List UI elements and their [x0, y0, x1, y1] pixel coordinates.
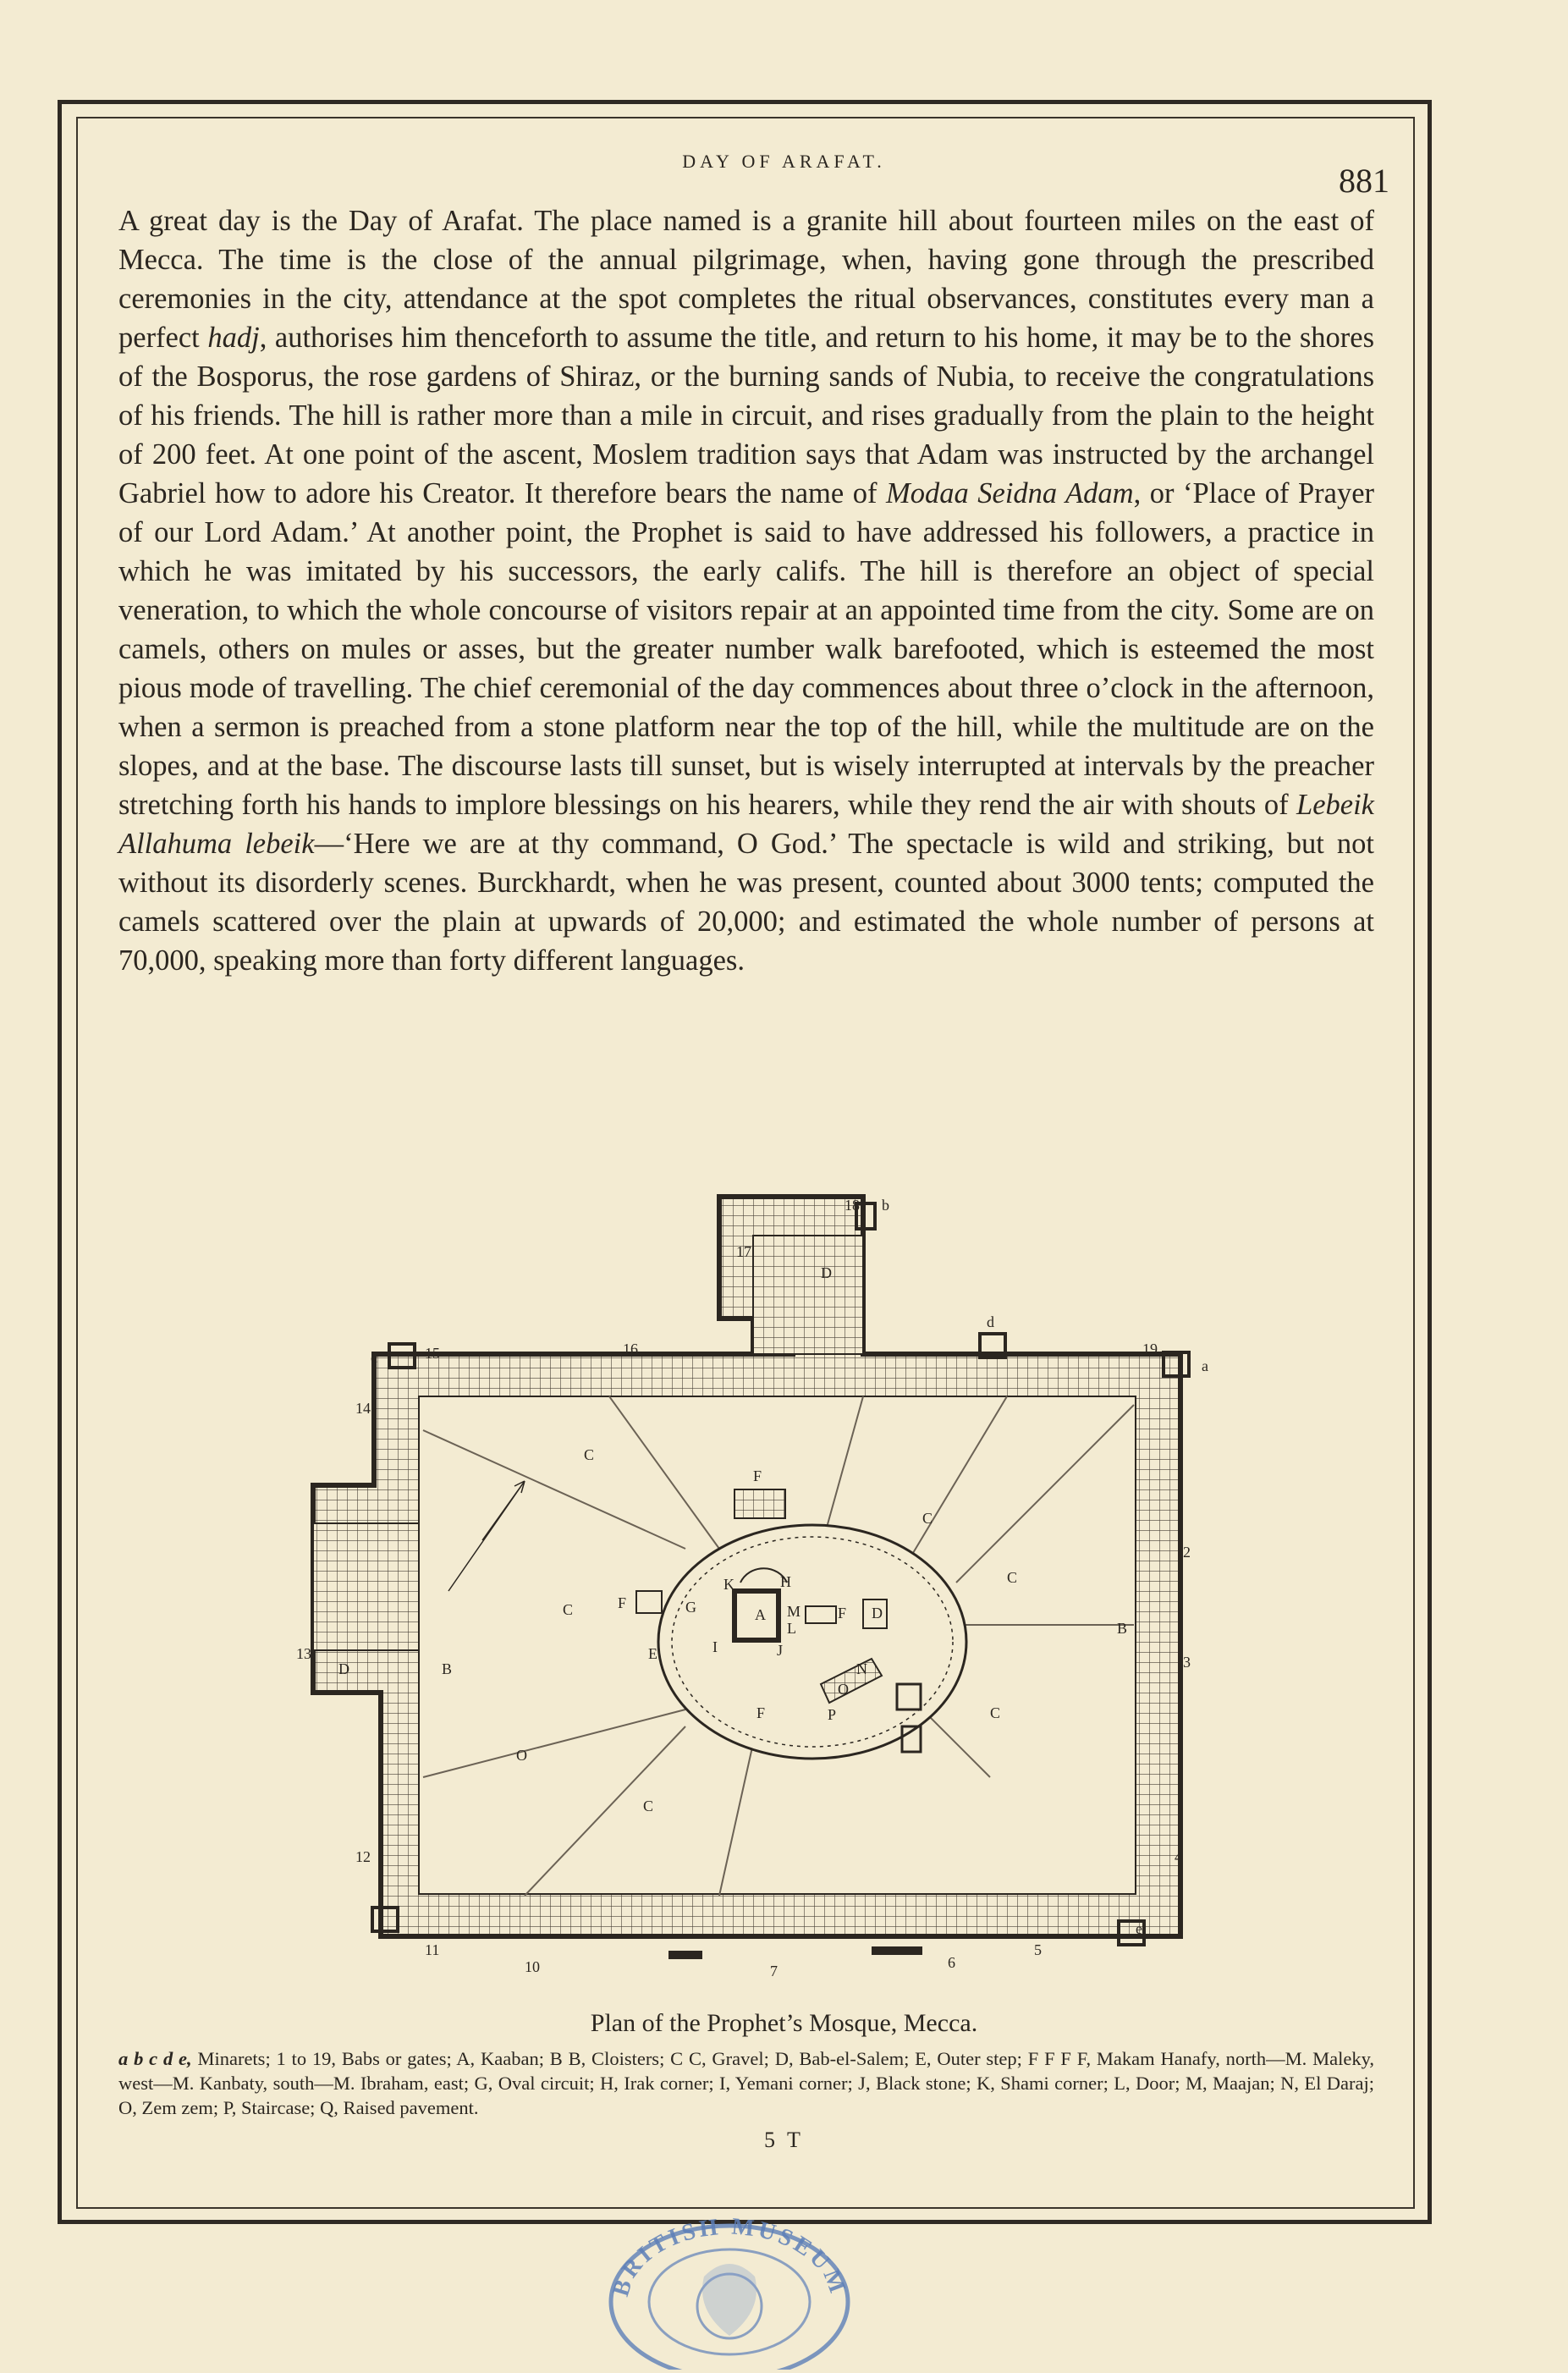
label-D-north: D	[821, 1264, 832, 1281]
oval-circuit	[658, 1525, 966, 1759]
label-10: 10	[525, 1958, 540, 1975]
label-C1: C	[584, 1446, 595, 1463]
label-I: I	[712, 1638, 718, 1655]
label-6: 6	[948, 1954, 955, 1971]
label-P: P	[828, 1706, 837, 1723]
label-14: 14	[355, 1400, 371, 1417]
label-B-east: B	[1117, 1620, 1128, 1637]
body-text-part-3: , or ‘Place of Prayer of our Lord Adam.’ At another point, the Prophet is said to have addressed his followers, a practice in which he was imitated by his successors, the early califs. The hill is therefore an object of special veneration, to which the whole concourse of visitors repair at an appointed time from the city. Some are on camels, others on mules or asses, but the greater number walk barefooted, which is esteemed the most pious mode of travelling. The chief ceremonial of the day commences about three o’clock in the afternoon, when a sermon is preached from a stone platform near the top of the hill, while the multitude are on the slopes, and at the base. The discourse lasts till sunset, but is wisely interrupted at intervals by the preacher stretching forth his hands to implore blessings on his hearers, while they rend the air with shouts of	[118, 477, 1375, 821]
body-text-part-2: , authorises him thenceforth to assume the title, and return to his home, it may be to the shores of the Bosporus, the rose gardens of Shiraz, or the burning sands of Nubia, to receive the congratulations of his friends. The hill is rather more than a mile in circuit, and rises gradually from the plain to the height of 200 feet. At one point of the ascent, Moslem tradition says that Adam was instructed by the archangel Gabriel how to adore his Creator. It therefore bears the name of	[118, 322, 1374, 509]
label-J: J	[777, 1642, 784, 1659]
raised-pavement	[872, 1946, 922, 1955]
label-5: 5	[1034, 1941, 1042, 1958]
label-H: H	[780, 1573, 791, 1590]
label-11: 11	[425, 1941, 440, 1958]
label-F-west: F	[618, 1594, 627, 1611]
label-F-south: F	[756, 1704, 766, 1721]
label-12: 12	[355, 1848, 371, 1865]
bab-el-salem-annex	[313, 1523, 419, 1650]
label-3: 3	[1183, 1654, 1191, 1671]
label-L: L	[787, 1620, 796, 1637]
label-D-west: D	[338, 1660, 349, 1677]
label-19: 19	[1142, 1341, 1158, 1357]
label-c: c	[371, 1349, 377, 1366]
figure-legend	[118, 2046, 1374, 2120]
label-C3: C	[1007, 1569, 1018, 1586]
label-K: K	[723, 1576, 734, 1593]
label-C2: C	[922, 1510, 933, 1527]
label-d: d	[987, 1313, 994, 1330]
body-paragraph	[118, 201, 1374, 980]
label-15: 15	[425, 1345, 440, 1362]
label-M: M	[787, 1603, 801, 1620]
label-16: 16	[623, 1341, 638, 1357]
label-13: 13	[296, 1645, 311, 1662]
label-C6: C	[643, 1798, 654, 1814]
label-2: 2	[1183, 1544, 1191, 1561]
label-18: 18	[845, 1197, 860, 1214]
north-annex	[753, 1236, 863, 1354]
running-head: DAY OF ARAFAT.	[682, 151, 886, 172]
label-F-north: F	[753, 1467, 762, 1484]
label-O-west: O	[516, 1747, 527, 1764]
italic-modaa-seidna-adam: Modaa Seidna Adam	[886, 477, 1134, 509]
raised-pavement-2	[668, 1951, 702, 1959]
label-7: 7	[770, 1963, 778, 1979]
body-text-part-1: A great day is the Day of Arafat. The place named is a granite hill about fourteen miles on the east of Mecca. The time is the close of the annual pilgrimage, when, having gone through the prescribed ceremonies in the city, attendance at the spot completes the ritual observances, constitutes every man a perfect	[118, 205, 1374, 354]
label-C4: C	[563, 1601, 574, 1618]
label-a: a	[1202, 1357, 1208, 1374]
body-text-part-4: —‘Here we are at thy command, O God.’ The spectacle is wild and striking, but not without its disorderly scenes. Burckhardt, when he was present, counted about 3000 tents; computed the camels scattered over the plain at upwards of 20,000; and estimated the whole number of persons at 70,000, speaking more than forty different languages.	[118, 828, 1374, 977]
british-museum-stamp	[602, 2217, 856, 2370]
signature-mark: 5 T	[764, 2128, 804, 2152]
label-b: b	[882, 1197, 889, 1214]
label-C5: C	[990, 1704, 1001, 1721]
label-e: e	[1136, 1920, 1142, 1937]
page-number: 881	[1339, 162, 1389, 200]
label-D-east: D	[872, 1605, 883, 1621]
stamp-text: BRITISH MUSEUM	[608, 2217, 852, 2300]
label-A: A	[755, 1606, 766, 1623]
label-E: E	[648, 1645, 657, 1662]
mosque-plan-figure	[245, 1185, 1269, 1997]
label-N: N	[856, 1660, 867, 1677]
italic-lebeik: Lebeik Allahuma lebeik	[118, 789, 1374, 860]
italic-hadj: hadj	[207, 322, 260, 354]
legend-minaret-letters: a b c d e,	[118, 2048, 192, 2069]
label-4: 4	[1175, 1848, 1182, 1865]
makam-hanafy	[734, 1489, 785, 1518]
figure-caption: Plan of the Prophet’s Mosque, Mecca.	[590, 2009, 978, 2037]
label-G: G	[685, 1599, 696, 1616]
label-17: 17	[736, 1243, 751, 1260]
legend-text: Minarets; 1 to 19, Babs or gates; A, Kaaban; B B, Cloisters; C C, Gravel; D, Bab-el-Salem; E, Outer step; F F F F, Makam Hanafy, north—M. Maleky, west—M. Kanbaty, south—M. Ibraham, east; G, Oval circuit; H, Irak corner; I, Yemani corner; J, Black stone; K, Shami corner; L, Door; M, Maajan; N, El Daraj; O, Zem zem; P, Staircase; Q, Raised pavement.	[118, 2048, 1374, 2118]
label-F-east: F	[838, 1605, 847, 1621]
label-B-west: B	[442, 1660, 453, 1677]
label-O: O	[838, 1681, 849, 1698]
